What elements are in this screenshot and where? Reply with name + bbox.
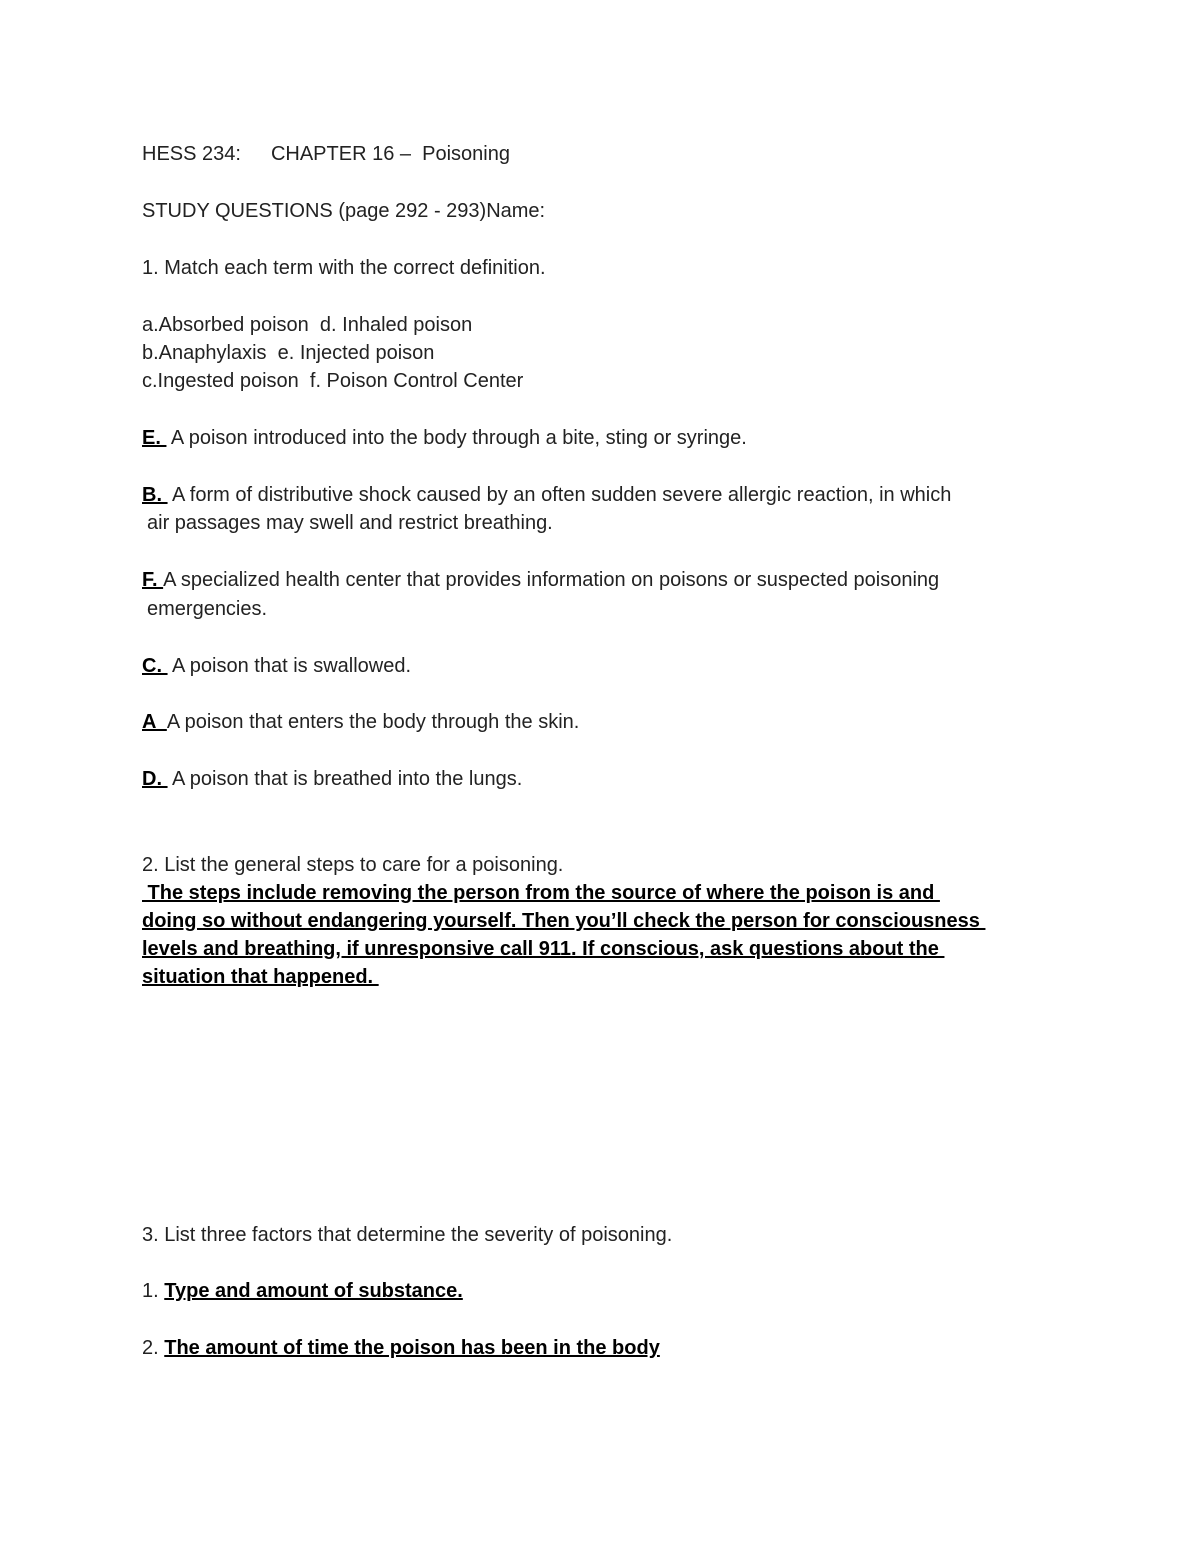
factor-number: 2. bbox=[142, 1337, 165, 1359]
definition-item bbox=[142, 708, 579, 736]
definition-continuation: emergencies. bbox=[147, 598, 268, 620]
definition-item bbox=[142, 765, 522, 793]
answer-letter: D. bbox=[142, 768, 168, 790]
term-line: a.Absorbed poison d. Inhaled poison bbox=[142, 314, 473, 336]
factor-item bbox=[142, 1277, 463, 1305]
question-2-prompt: 2. List the general steps to care for a poisoning. bbox=[142, 854, 564, 876]
definition-item bbox=[142, 424, 747, 452]
answer-line: doing so without endangering yourself. Then you’ll check the person for consciousness bbox=[142, 910, 986, 932]
definition-text: A form of distributive shock caused by an often sudden severe allergic reaction, in which bbox=[167, 484, 952, 506]
term-line: c.Ingested poison f. Poison Control Center bbox=[142, 370, 524, 392]
definition-text: A specialized health center that provides information on poisons or suspected poisoning bbox=[163, 569, 940, 591]
study-questions-header: STUDY QUESTIONS (page 292 - 293)Name: bbox=[142, 200, 546, 222]
term-line: b.Anaphylaxis e. Injected poison bbox=[142, 342, 435, 364]
answer-line: situation that happened. bbox=[142, 966, 379, 988]
factor-item bbox=[142, 1334, 660, 1362]
definition-item bbox=[142, 481, 951, 509]
definition-item bbox=[142, 566, 939, 594]
answer-letter: B. bbox=[142, 484, 168, 506]
answer-letter: A bbox=[142, 711, 167, 733]
definition-text: A poison that is breathed into the lungs. bbox=[167, 768, 523, 790]
course-code: HESS 234: bbox=[142, 143, 241, 165]
answer-letter: C. bbox=[142, 655, 168, 677]
document-title bbox=[142, 140, 510, 168]
chapter-title: CHAPTER 16 – Poisoning bbox=[270, 143, 510, 165]
answer-line: The steps include removing the person from the source of where the poison is and bbox=[142, 882, 940, 904]
question-1-prompt: 1. Match each term with the correct definition. bbox=[142, 257, 546, 279]
definition-item bbox=[142, 652, 411, 680]
answer-letter: E. bbox=[142, 427, 167, 449]
answer-line: levels and breathing, if unresponsive call 911. If conscious, ask questions about the bbox=[142, 938, 945, 960]
factor-number: 1. bbox=[142, 1280, 165, 1302]
definition-continuation: air passages may swell and restrict breathing. bbox=[147, 512, 553, 534]
definition-text: A poison that enters the body through the skin. bbox=[166, 711, 580, 733]
question-3-prompt: 3. List three factors that determine the severity of poisoning. bbox=[142, 1224, 673, 1246]
factor-text: Type and amount of substance. bbox=[164, 1280, 463, 1302]
factor-text: The amount of time the poison has been in the body bbox=[164, 1337, 660, 1359]
definition-text: A poison that is swallowed. bbox=[167, 655, 412, 677]
answer-letter: F. bbox=[142, 569, 164, 591]
definition-text: A poison introduced into the body through a bite, sting or syringe. bbox=[166, 427, 747, 449]
